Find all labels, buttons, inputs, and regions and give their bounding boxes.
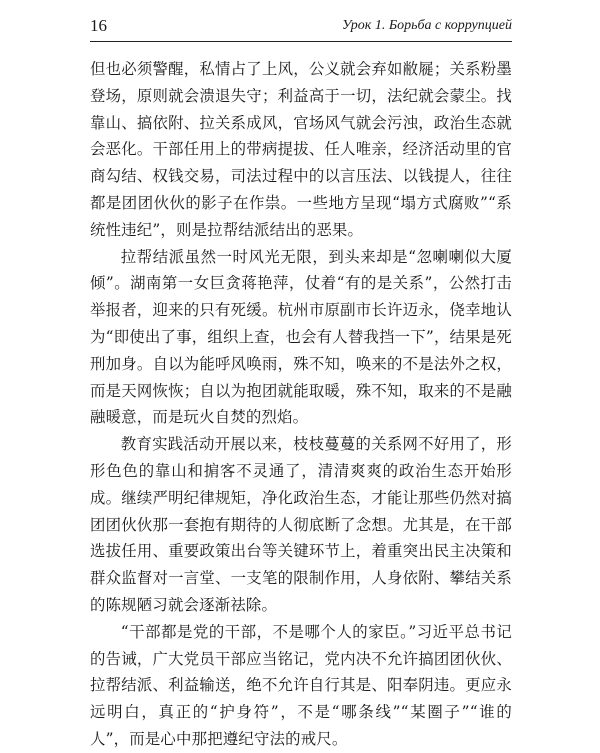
paragraph: “干部都是党的干部，不是哪个人的家臣。”习近平总书记的告诫，广大党员干部应当铭记，党内决不允许搞团团伙伙、拉帮结派、利益输送，绝不允许自行其是、阳奉阴违。更应永远明白，真正的“护身符”，不是“哪条线”“某圈子”“谁的人”，而是心中那把遵纪守法的戒尺。	[90, 622, 512, 748]
paragraph: 但也必须警醒，私情占了上风，公义就会弃如敝屣；关系粉墨登场，原则就会溃退失守；利益高于一切，法纪就会蒙尘。找靠山、搞依附、拉关系成风，官场风气就会污浊，政治生态就会恶化。干部任用上的带病提拔、任人唯亲，经济活动里的官商勾结、权钱交易，司法过程中的以言压法、以钱提人，往往都是团团伙伙的影子在作祟。一些地方呈现“塌方式腐败”“系统性违纪”，则是拉帮结派结出的恶果。	[90, 60, 512, 239]
paragraph: 教育实践活动开展以来，枝枝蔓蔓的关系网不好用了，形形色色的靠山和掮客不灵通了，清清爽爽的政治生态开始形成。继续严明纪律规矩，净化政治生态，才能让那些仍然对搞团团伙伙那一套抱有期待的人彻底断了念想。尤其是，在干部选拔任用、重要政策出台等关键环节上，着重突出民主决策和群众监督对一言堂、一支笔的限制作用，人身依附、攀结关系的陈规陋习就会逐渐祛除。	[90, 435, 512, 614]
paragraph: 拉帮结派虽然一时风光无限，到头来却是“忽喇喇似大厦倾”。湖南第一女巨贪蒋艳萍，仗着“有的是关系”，公然打击举报者，迎来的只有死缓。杭州市原副市长许迈永，侥幸地认为“即使出了事，组织上查，也会有人替我挡一下”，结果是死刑加身。自以为能呼风唤雨，殊不知，唤来的不是法外之权，而是天网恢恢；自以为抱团就能取暖，殊不知，取来的不是融融暖意，而是玩火自焚的烈焰。	[90, 247, 512, 427]
body-text	[90, 56, 512, 753]
page-number: 16	[90, 16, 107, 35]
running-title: Урок 1. Борьба с коррупцией	[341, 18, 512, 33]
header-rule	[90, 41, 512, 42]
